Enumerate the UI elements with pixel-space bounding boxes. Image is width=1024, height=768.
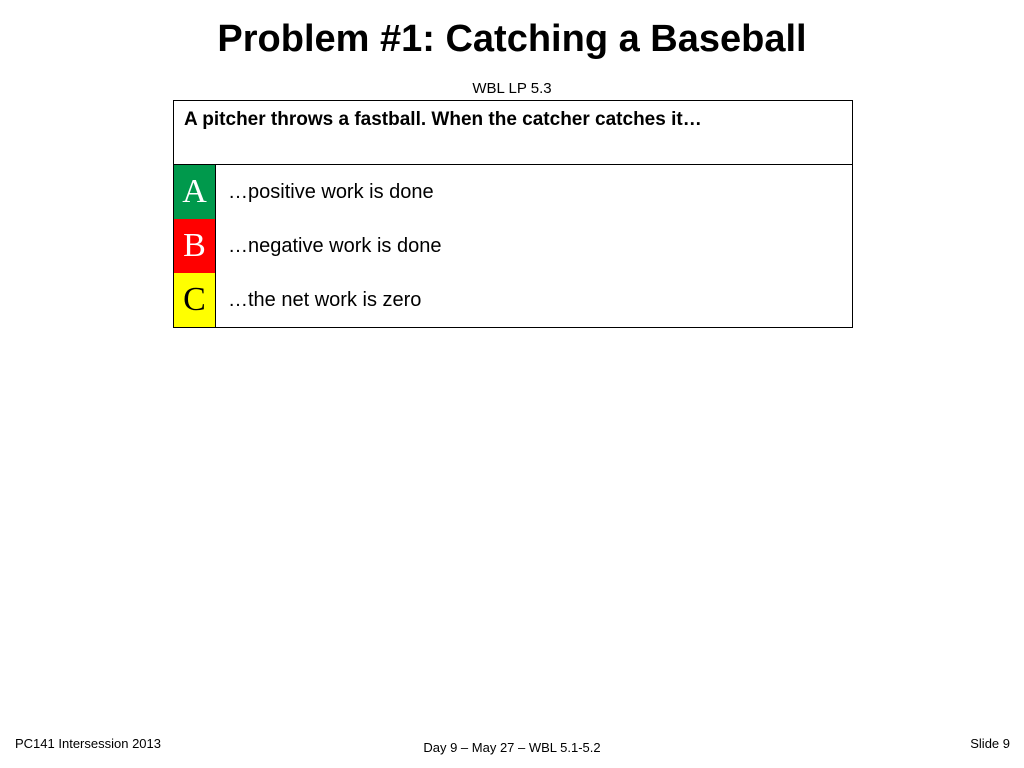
choice-letter-b: B [174,219,216,273]
question-prompt: A pitcher throws a fastball. When the catcher catches it… [174,101,852,165]
footer-course: PC141 Intersession 2013 [15,736,161,751]
choice-b[interactable] [174,219,852,273]
choice-letter-c: C [174,273,216,327]
slide-title: Problem #1: Catching a Baseball [217,18,807,60]
choice-text-c: …the net work is zero [228,288,422,311]
choice-c[interactable] [174,273,852,327]
choice-a[interactable] [174,165,852,219]
slide-subtitle: WBL LP 5.3 [472,80,552,97]
choice-letter-a: A [174,165,216,219]
choice-text-a: …positive work is done [228,180,434,203]
footer-date: Day 9 – May 27 – WBL 5.1-5.2 [423,740,601,755]
footer-slide-number: Slide 9 [970,736,1010,751]
question-table [173,100,853,328]
choice-text-b: …negative work is done [228,234,442,257]
